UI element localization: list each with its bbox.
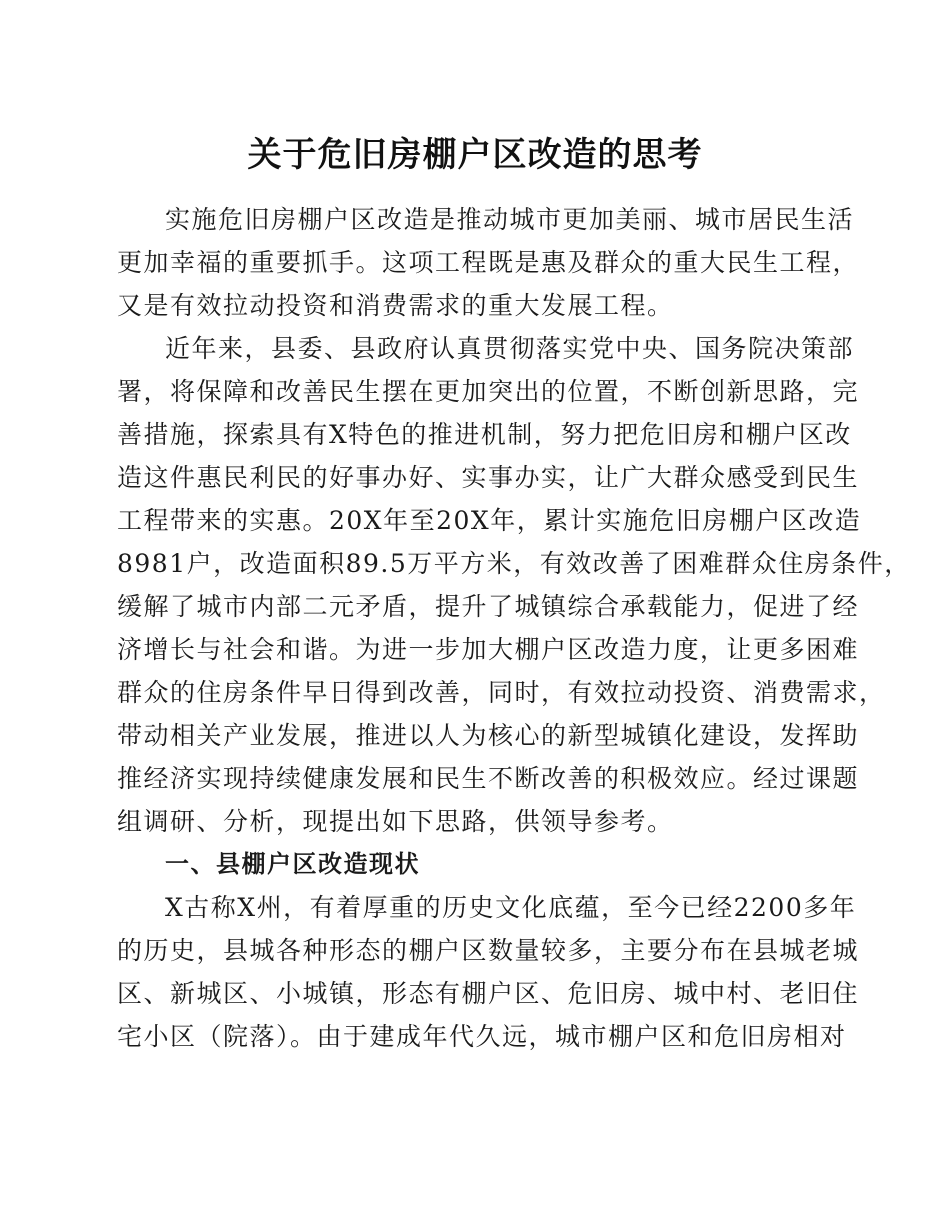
paragraph-line: 更加幸福的重要抓手。这项工程既是惠及群众的重大民生工程，: [117, 248, 860, 277]
paragraph-line: 又是有效拉动投资和消费需求的重大发展工程。: [117, 291, 674, 320]
paragraph-line: 工程带来的实惠。20X年至20X年，累计实施危旧房棚户区改造: [117, 506, 862, 535]
paragraph-line: 济增长与社会和谐。为进一步加大棚户区改造力度，让更多困难: [117, 635, 860, 664]
section-heading: 一、县棚户区改造现状: [165, 850, 420, 878]
document-title: 关于危旧房棚户区改造的思考: [247, 135, 703, 175]
paragraph-line: 造这件惠民利民的好事办好、实事办实，让广大群众感受到民生: [117, 463, 860, 492]
paragraph-line: 署，将保障和改善民生摆在更加突出的位置，不断创新思路，完: [117, 377, 860, 406]
paragraph-line: 群众的住房条件早日得到改善，同时，有效拉动投资、消费需求，: [117, 678, 886, 707]
paragraph-line: 实施危旧房棚户区改造是推动城市更加美丽、城市居民生活: [165, 205, 855, 234]
paragraph-line: 宅小区（院落）。由于建成年代久远，城市棚户区和危旧房相对: [117, 1022, 847, 1051]
paragraph-line: 推经济实现持续健康发展和民生不断改善的积极效应。经过课题: [117, 764, 860, 793]
paragraph-line: 组调研、分析，现提出如下思路，供领导参考。: [117, 807, 674, 836]
paragraph-line: 缓解了城市内部二元矛盾，提升了城镇综合承载能力，促进了经: [117, 592, 860, 621]
paragraph-line: 的历史，县城各种形态的棚户区数量较多，主要分布在县城老城: [117, 936, 860, 965]
paragraph-line: 区、新城区、小城镇，形态有棚户区、危旧房、城中村、老旧住: [117, 979, 860, 1008]
paragraph-line: 8981户，改造面积89.5万平方米，有效改善了困难群众住房条件，: [117, 549, 911, 578]
paragraph-line: 近年来，县委、县政府认真贯彻落实党中央、国务院决策部: [165, 334, 855, 363]
paragraph-line: 善措施，探索具有X特色的推进机制，努力把危旧房和棚户区改: [117, 420, 852, 449]
paragraph-line: 带动相关产业发展，推进以人为核心的新型城镇化建设，发挥助: [117, 721, 860, 750]
document-body: [117, 198, 911, 1058]
paragraph-line: X古称X州，有着厚重的历史文化底蕴，至今已经2200多年: [165, 893, 857, 922]
